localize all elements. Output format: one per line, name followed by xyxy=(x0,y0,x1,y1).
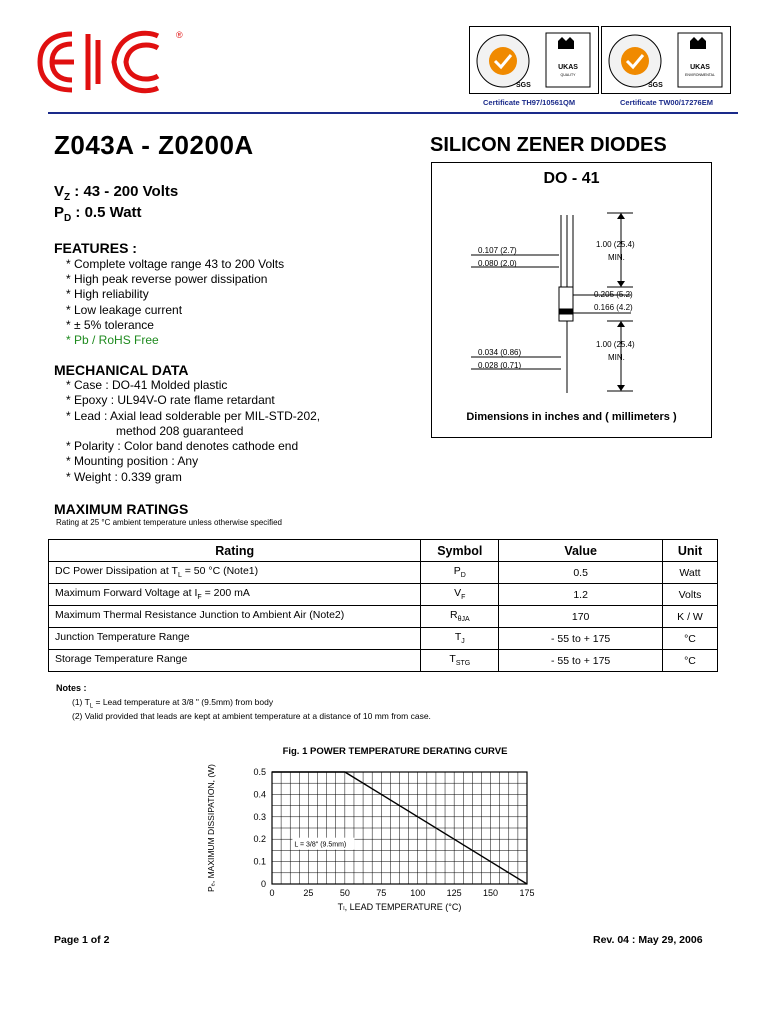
table-row xyxy=(49,562,718,584)
iso9001-certificate-badge xyxy=(469,26,599,94)
chart-x-tick-label: 175 xyxy=(519,888,535,898)
feature-item: * Complete voltage range 43 to 200 Volts xyxy=(66,257,285,271)
part-number-title: Z043A - Z0200A xyxy=(54,130,254,160)
features-list xyxy=(66,257,284,348)
value-cell: 170 xyxy=(499,606,663,628)
table-header-row xyxy=(49,540,718,562)
mechanical-item: method 208 guaranteed xyxy=(116,423,244,438)
chart-y-axis-label: Pₑ, MAXIMUM DISSIPATION, (W) xyxy=(206,764,216,892)
dim-lead-length-top: 1.00 (25.4) xyxy=(596,240,635,249)
chart-x-tick-label: 75 xyxy=(376,888,387,898)
feature-item: * High reliability xyxy=(66,287,149,302)
chart-x-tick-label: 50 xyxy=(339,888,350,898)
unit-cell: Watt xyxy=(663,562,718,584)
package-name: DO - 41 xyxy=(543,170,600,187)
dim-wire-diameter-min: 0.028 (0.71) xyxy=(478,361,522,370)
svg-text:UKAS: UKAS xyxy=(690,64,710,71)
chart-x-tick-label: 125 xyxy=(446,888,462,898)
column-header: Value xyxy=(499,540,663,562)
chart-x-tick-label: 25 xyxy=(303,888,314,898)
mechanical-heading: MECHANICAL DATA xyxy=(54,362,189,378)
dim-lead-length-bottom-min: MIN. xyxy=(608,353,625,362)
symbol-cell: $V_F$ xyxy=(421,584,499,606)
chart-x-axis-label: Tₗ, LEAD TEMPERATURE (°C) xyxy=(337,902,462,912)
ratings-condition: Rating at 25 °C ambient temperature unless otherwise specified xyxy=(56,518,282,527)
chart-y-tick-label: 0.2 xyxy=(253,834,266,845)
chart-annotation: L = 3/8" (9.5mm) xyxy=(294,841,347,849)
feature-item-rohs: * Pb / RoHS Free xyxy=(66,333,159,348)
unit-cell: Volts xyxy=(663,584,718,606)
unit-cell: °C xyxy=(663,650,718,672)
rating-cell: Maximum Thermal Resistance Junction to Ambient Air (Note2) xyxy=(49,606,421,628)
column-header: Rating xyxy=(49,540,421,562)
package-dimension-drawing xyxy=(431,195,712,405)
table-row xyxy=(49,606,718,628)
symbol-cell: $P_D$ xyxy=(421,562,499,584)
value-cell: 1.2 xyxy=(499,584,663,606)
mechanical-item: * Polarity : Color band denotes cathode end xyxy=(66,439,299,454)
symbol-cell: $T_{STG}$ xyxy=(421,650,499,672)
svg-text:SGS: SGS xyxy=(516,82,531,89)
rating-cell: DC Power Dissipation at $T_L = 50$ °C (Note1) xyxy=(49,562,421,584)
svg-text:SGS: SGS xyxy=(648,82,663,89)
svg-text:ENVIRONMENTAL: ENVIRONMENTAL xyxy=(685,73,715,77)
dim-lead-diameter-min: 0.080 (2.0) xyxy=(478,259,517,268)
cert2-caption: Certificate TW00/17276EM xyxy=(620,98,713,107)
rating-cell: Storage Temperature Range xyxy=(49,650,421,672)
revision-date: Rev. 04 : May 29, 2006 xyxy=(593,934,703,946)
mechanical-item: * Case : DO-41 Molded plastic xyxy=(66,378,228,392)
chart-y-tick-label: 0.4 xyxy=(253,789,266,800)
dim-lead-length-top-min: MIN. xyxy=(608,253,625,262)
svg-text:QUALITY: QUALITY xyxy=(560,73,576,77)
value-cell: - 55 to + 175 xyxy=(499,628,663,650)
dim-lead-length-bottom: 1.00 (25.4) xyxy=(596,340,635,349)
derating-curve-chart xyxy=(200,758,550,918)
mechanical-item: * Epoxy : UL94V-O rate flame retardant xyxy=(66,393,275,408)
feature-item: * ± 5% tolerance xyxy=(66,317,154,332)
table-row xyxy=(49,584,718,606)
note-1: (1) $T_L$ = Lead temperature at 3/8 " (9.5mm) from body xyxy=(72,697,274,710)
ratings-heading: MAXIMUM RATINGS xyxy=(54,501,189,517)
iso14001-certificate-badge xyxy=(601,26,731,94)
value-cell: 0.5 xyxy=(499,562,663,584)
eic-logo xyxy=(36,26,186,98)
rating-cell: Junction Temperature Range xyxy=(49,628,421,650)
chart-x-tick-label: 150 xyxy=(483,888,499,898)
dim-body-length-max: 0.205 (5.2) xyxy=(594,290,633,299)
table-row xyxy=(49,650,718,672)
table-row xyxy=(49,628,718,650)
chart-y-tick-label: 0.1 xyxy=(253,856,266,867)
chart-title: Fig. 1 POWER TEMPERATURE DERATING CURVE xyxy=(282,746,508,757)
notes-heading: Notes : xyxy=(56,683,87,693)
header-divider xyxy=(48,112,738,114)
chart-y-tick-label: 0.3 xyxy=(253,811,266,822)
mechanical-item: * Lead : Axial lead solderable per MIL-STD-202, xyxy=(66,408,321,423)
feature-item: * High peak reverse power dissipation xyxy=(66,272,268,287)
vz-spec: $V_Z$ : 43 - 200 Volts xyxy=(54,183,179,203)
symbol-cell: $T_J$ xyxy=(421,628,499,650)
dim-wire-diameter-max: 0.034 (0.86) xyxy=(478,348,522,357)
svg-text:®: ® xyxy=(176,30,183,40)
dim-lead-diameter-max: 0.107 (2.7) xyxy=(478,246,517,255)
mechanical-list xyxy=(66,378,320,485)
chart-y-tick-label: 0 xyxy=(260,879,266,889)
pd-spec: $P_D$ : 0.5 Watt xyxy=(54,204,142,224)
unit-cell: °C xyxy=(663,628,718,650)
feature-item: * Low leakage current xyxy=(66,302,183,317)
mechanical-item: * Mounting position : Any xyxy=(66,454,199,469)
svg-text:UKAS: UKAS xyxy=(558,64,578,71)
mechanical-item: * Weight : 0.339 gram xyxy=(66,469,182,484)
features-heading: FEATURES : xyxy=(54,240,137,256)
column-header: Unit xyxy=(663,540,718,562)
chart-y-tick-label: 0.5 xyxy=(253,767,266,777)
device-type-title: SILICON ZENER DIODES xyxy=(430,134,667,156)
column-header: Symbol xyxy=(421,540,499,562)
chart-x-tick-label: 100 xyxy=(410,888,426,898)
rating-cell: Maximum Forward Voltage at $I_F = 200$ mA xyxy=(49,584,421,606)
symbol-cell: $R_{\theta JA}$ xyxy=(421,606,499,628)
dim-body-length-min: 0.166 (4.2) xyxy=(594,303,633,312)
value-cell: - 55 to + 175 xyxy=(499,650,663,672)
chart-x-tick-label: 0 xyxy=(269,888,275,898)
cert1-caption: Certificate TH97/10561QM xyxy=(483,98,576,107)
note-2: (2) Valid provided that leads are kept at ambient temperature at a distance of 10 mm from case. xyxy=(72,711,431,721)
ratings-table xyxy=(48,539,718,672)
unit-cell: K / W xyxy=(663,606,718,628)
dimensions-note: Dimensions in inches and ( millimeters ) xyxy=(466,411,677,423)
page-number: Page 1 of 2 xyxy=(54,934,110,946)
